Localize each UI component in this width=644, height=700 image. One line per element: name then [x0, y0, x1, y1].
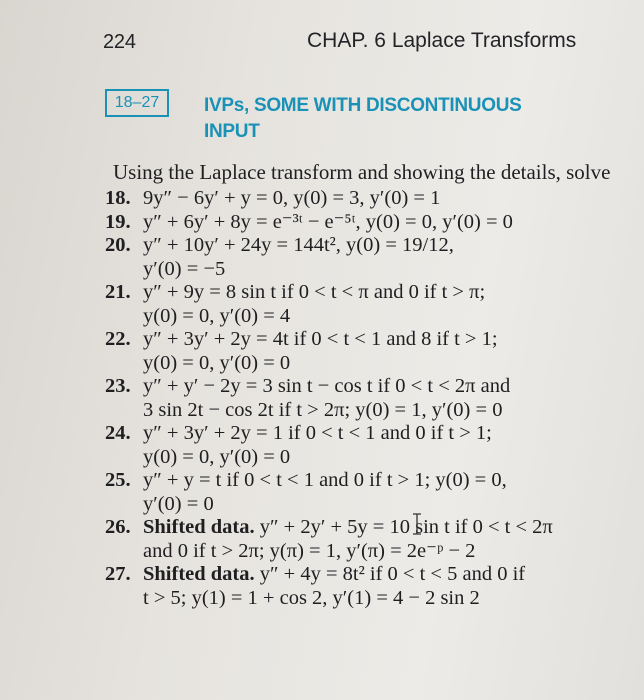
problem-23: [105, 375, 635, 422]
problem-equation: y″ + 3y′ + 2y = 1 if 0 < t < 1 and 0 if t > 1;: [143, 422, 492, 444]
problem-equation: 9y″ − 6y′ + y = 0, y(0) = 3, y′(0) = 1: [143, 187, 441, 209]
instructions: Using the Laplace transform and showing the details, solve: [113, 160, 611, 184]
page-number: 224: [103, 31, 136, 53]
problem-condition: y(0) = 0, y′(0) = 0: [143, 351, 291, 374]
problem-26: [105, 516, 635, 563]
problem-equation: y″ + 6y′ + 8y = e⁻³ᵗ − e⁻⁵ᵗ, y(0) = 0, y′(0) = 0: [143, 210, 513, 233]
problem-condition: t > 5; y(1) = 1 + cos 2, y′(1) = 4 − 2 sin 2: [143, 586, 480, 609]
problem-list: [105, 187, 635, 610]
problem-equation: y″ + 3y′ + 2y = 4t if 0 < t < 1 and 8 if t > 1;: [143, 328, 498, 350]
problem-25: [105, 469, 635, 516]
problem-19: [105, 211, 635, 235]
problem-equation: y″ + 2y′ + 5y = 10 sin t if 0 < t < 2π: [254, 516, 553, 538]
problem-equation: y″ + 9y = 8 sin t if 0 < t < π and 0 if t > π;: [143, 281, 486, 303]
section-title-line1: IVPs, SOME WITH DISCONTINUOUS: [204, 95, 522, 116]
problem-number: 19.: [105, 210, 131, 233]
page-header: [0, 0, 644, 86]
problem-equation: y″ + 10y′ + 24y = 144t², y(0) = 19/12,: [143, 234, 454, 256]
problem-condition: and 0 if t > 2π; y(π) = 1, y′(π) = 2e⁻ᵖ − 2: [143, 539, 476, 562]
problem-equation: y″ + y = t if 0 < t < 1 and 0 if t > 1; y(0) = 0,: [143, 469, 507, 491]
problem-number: 18.: [105, 187, 131, 209]
problem-number: 23.: [105, 375, 131, 397]
problem-number: 27.: [105, 563, 131, 585]
section-title: [204, 93, 604, 145]
shifted-data-label: Shifted data.: [143, 516, 255, 538]
chapter-title: CHAP. 6 Laplace Transforms: [307, 29, 577, 52]
text-cursor-icon: [412, 513, 422, 535]
problem-condition: y′(0) = 0: [143, 492, 214, 515]
problem-22: [105, 328, 635, 375]
problem-18: [105, 187, 635, 211]
problem-number: 22.: [105, 328, 131, 350]
problem-21: [105, 281, 635, 328]
shifted-data-label: Shifted data.: [143, 563, 255, 585]
problem-equation: y″ + 4y = 8t² if 0 < t < 5 and 0 if: [254, 563, 526, 585]
problem-condition: y(0) = 0, y′(0) = 4: [143, 304, 291, 327]
problem-condition: y′(0) = −5: [143, 257, 226, 280]
problem-number: 26.: [105, 516, 131, 538]
section-label: 18–27: [105, 89, 169, 117]
problem-equation: y″ + y′ − 2y = 3 sin t − cos t if 0 < t < 2π and: [143, 375, 511, 397]
problem-number: 25.: [105, 469, 131, 491]
problem-condition: y(0) = 0, y′(0) = 0: [143, 445, 291, 468]
problem-condition: 3 sin 2t − cos 2t if t > 2π; y(0) = 1, y′(0) = 0: [143, 398, 503, 421]
problem-24: [105, 422, 635, 469]
problem-27: [105, 563, 635, 610]
problem-number: 21.: [105, 281, 131, 303]
problem-number: 20.: [105, 234, 131, 256]
problem-number: 24.: [105, 422, 131, 444]
section-title-line2: INPUT: [204, 121, 260, 142]
problem-20: [105, 234, 635, 281]
